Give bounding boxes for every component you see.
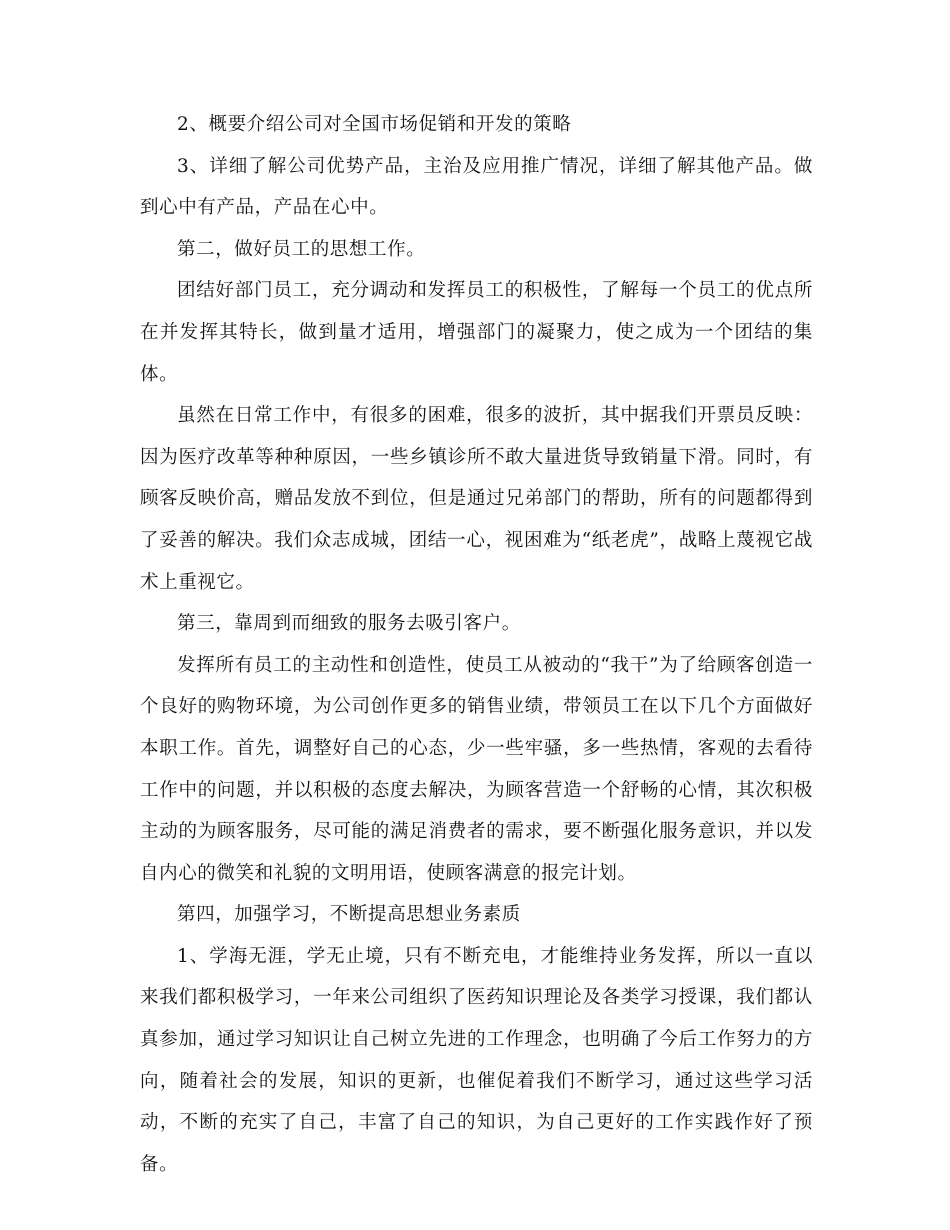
paragraph-difficulties: 虽然在日常工作中，有很多的困难，很多的波折，其中据我们开票员反映：因为医疗改革等种种原因，一些乡镇诊所不敢大量进货导致销量下滑。同时，有顾客反映价高，赠品发放不到位，但是通过兄弟部门的帮助，所有的问题都得到了妥善的解决。我们众志成城，团结一心，视困难为“纸老虎”，战略上蔑视它战术上重视它。 xyxy=(140,405,813,593)
heading-fourth: 第四，加强学习，不断提高思想业务素质 xyxy=(177,904,521,926)
heading-third: 第三，靠周到而细致的服务去吸引客户。 xyxy=(177,613,521,635)
paragraph-market-strategy: 2、概要介绍公司对全国市场促销和开发的策略 xyxy=(177,114,572,135)
paragraph-learning: 1、学海无涯，学无止境，只有不断充电，才能维持业务发挥，所以一直以来我们都积极学习，一年来公司组织了医药知识理论及各类学习授课，我们都认真参加，通过学习知识让自己树立先进的工作理念，也明确了今后工作努力的方向，随着社会的发展，知识的更新，也催促着我们不断学习，通过这些学习活动，不断的充实了自己，丰富了自己的知识，为自己更好的工作实践作好了预备。 xyxy=(140,945,813,1175)
paragraph-products: 3、详细了解公司优势产品，主治及应用推广情况，详细了解其他产品。做到心中有产品，产品在心中。 xyxy=(140,155,813,219)
paragraph-service: 发挥所有员工的主动性和创造性，使员工从被动的“我干”为了给顾客创造一个良好的购物环境，为公司创作更多的销售业绩，带领员工在以下几个方面做好本职工作。首先，调整好自己的心态，少一些牢骚，多一些热情，客观的去看待工作中的问题，并以积极的态度去解决，为顾客营造一个舒畅的心情，其次积极主动的为顾客服务，尽可能的满足消费者的需求，要不断强化服务意识，并以发自内心的微笑和礼貌的文明用语，使顾客满意的报完计划。 xyxy=(140,654,813,884)
paragraph-unite-staff: 团结好部门员工，充分调动和发挥员工的积极性，了解每一个员工的优点所在并发挥其特长，做到量才适用，增强部门的凝聚力，使之成为一个团结的集体。 xyxy=(140,280,813,385)
document-page xyxy=(140,104,813,1185)
heading-second: 第二，做好员工的思想工作。 xyxy=(177,238,426,260)
